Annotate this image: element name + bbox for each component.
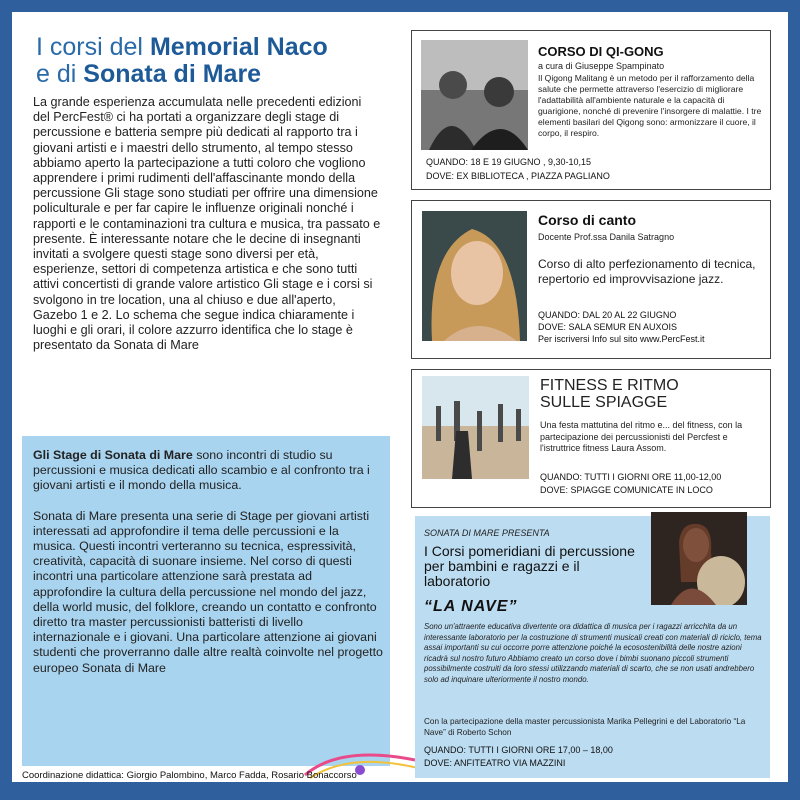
nave-where: DOVE: ANFITEATRO VIA MAZZINI: [424, 758, 566, 768]
qigong-photo: [421, 40, 528, 150]
canto-card: [411, 200, 771, 359]
nave-kicker: SONATA DI MARE PRESENTA: [424, 528, 550, 538]
qigong-when: QUANDO: 18 E 19 GIUGNO , 9,30-10,15: [426, 157, 592, 167]
nave-name: “LA NAVE”: [424, 598, 518, 615]
page-title: [36, 34, 376, 88]
qigong-byline: a cura di Giuseppe Spampinato: [538, 61, 665, 71]
intro-paragraph: La grande esperienza accumulata nelle precedenti edizioni del PercFest® ci ha portati a organizzare degli stage di percussione e batteria sempre più dedicati al rapporto tra i giovani artisti e i maestri dello strumento, al tempo stesso abbiamo aperto la partecipazione a tutti coloro che vogliono apprendere i primi rudimenti dell'affascinante mondo della percussione Gli stage sono studiati per offrire una dimensione policulturale e per far capire le influenze originali nonché i rapporti e le contaminazioni tra cultura e musica, tra passato e presente. È interessante notare che le decine di insegnanti invitati a svolgere questi stage sono diversi per età, esperienze, settori di competenza artistica e che sono tutti attivi concertisti di grande valore artistico Gli stage e i corsi si svolgono in tre location, una al chiuso e due all'aperto, Gazebo 1 e 2. Lo schema che segue indica chiaramente i luoghi e gli orari, il colore azzurro identifica che lo stage è presentato da Sonata di Mare: [33, 95, 381, 353]
fitness-description: Una festa mattutina del ritmo e... del fitness, con la partecipazione dei percussionisti del Percfest e l'istruttrice fitness Laura Assom.: [540, 420, 743, 454]
stage-lead-bold: Gli Stage di Sonata di Mare: [33, 448, 193, 462]
title-bold1: Memorial Naco: [149, 33, 328, 61]
qigong-title: CORSO DI QI-GONG: [538, 44, 664, 59]
canto-teacher: Docente Prof.ssa Danila Satragno: [538, 232, 675, 242]
fitness-title: [540, 377, 679, 411]
canto-photo: [422, 211, 527, 341]
qigong-card: [411, 30, 771, 190]
qigong-description: Il Qigong Malitang è un metodo per il rafforzamento della salute che permette attraverso l'esercizio di migliorare l'adattabilità all'ambiente naturale e la capacità di guarigione, nonché di prevenire l'insorgere di malattie. I tre elementi basilari del Qigong sono: armonizzare il cuore, il corpo, il respiro.: [538, 73, 762, 139]
qigong-where: DOVE: EX BIBLIOTECA , PIAZZA PAGLIANO: [426, 171, 610, 181]
canto-when: QUANDO: DAL 20 AL 22 GIUGNO: [538, 310, 677, 320]
stage-section: [33, 448, 383, 691]
nave-when: QUANDO: TUTTI I GIORNI ORE 17,00 – 18,00: [424, 745, 613, 755]
fitness-photo: [422, 376, 529, 479]
stage-lead-rest: sono incontri di studio su percussioni e musica dedicati allo scambio e al confronto tra i giovani artisti e il mondo della musica.: [33, 448, 370, 493]
canto-info: Per iscriversi Info sul sito www.PercFest.it: [538, 334, 705, 344]
fitness-card: [411, 369, 771, 508]
fitness-when: QUANDO: TUTTI I GIORNI ORE 11,00-12,00: [540, 472, 722, 482]
fitness-title-line2: SULLE SPIAGGE: [540, 394, 668, 411]
canto-description: Corso di alto perfezionamento di tecnica, repertorio ed improvvisazione jazz.: [538, 257, 756, 286]
stage-body: Sonata di Mare presenta una serie di Stage per giovani artisti interessati ad approfondire il tema delle percussioni e la musica. Questi incontri verteranno su tecnica, espressività, creatività, capacità di suonare insieme. Nel corso di questi incontri una particolare attenzione sarà prestata ad approfondire la cultura della percussione nel mondo del jazz, della world music, del folklore, creando un contatto e confronto diretto tra master percussionisti batteristi di livello internazionale e i giovani. Una particolare attenzione ai giovani studenti che proverranno dalle altre realtà coinvolte nel progetto europeo Sonata di Mare: [33, 508, 383, 675]
nave-photo: [651, 512, 747, 605]
fitness-title-line1: FITNESS E RITMO: [540, 377, 679, 394]
nave-description: Sono un'attraente educativa divertente ora didattica di musica per i ragazzi arricchita da un interessante laboratorio per la costruzione di strumenti musicali creati con materiali di riciclo, tema assai importanti su cui occorre porre attenzione poiché la ecosostenibilità delle nostre azioni ricadrà sul nostro futuro Abbiamo creato un corso dove i bimbi suonano piccoli strumenti possibilmente costruiti da loro stessi utilizzando materiali di scarto, che se non usati andrebbero solo ad inquinare ulteriormente il nostro mondo.: [424, 622, 762, 684]
nave-credits: Con la partecipazione della master percussionista Marika Pellegrini e del Laboratorio “La Nave” di Roberto Schon: [424, 717, 746, 737]
title-part1: I corsi del: [36, 33, 150, 61]
canto-where: DOVE: SALA SEMUR EN AUXOIS: [538, 322, 678, 332]
title-part2: e di: [36, 60, 84, 88]
fitness-where: DOVE: SPIAGGE COMUNICATE IN LOCO: [540, 485, 713, 495]
stage-lead: [33, 448, 383, 494]
footer-credit: Coordinazione didattica: Giorgio Palombino, Marco Fadda, Rosario Bonaccorso: [22, 770, 357, 781]
nave-headline: I Corsi pomeridiani di percussione per bambini e ragazzi e il laboratorio: [424, 543, 635, 589]
canto-title: Corso di canto: [538, 212, 637, 228]
title-bold2: Sonata di Mare: [83, 60, 262, 88]
